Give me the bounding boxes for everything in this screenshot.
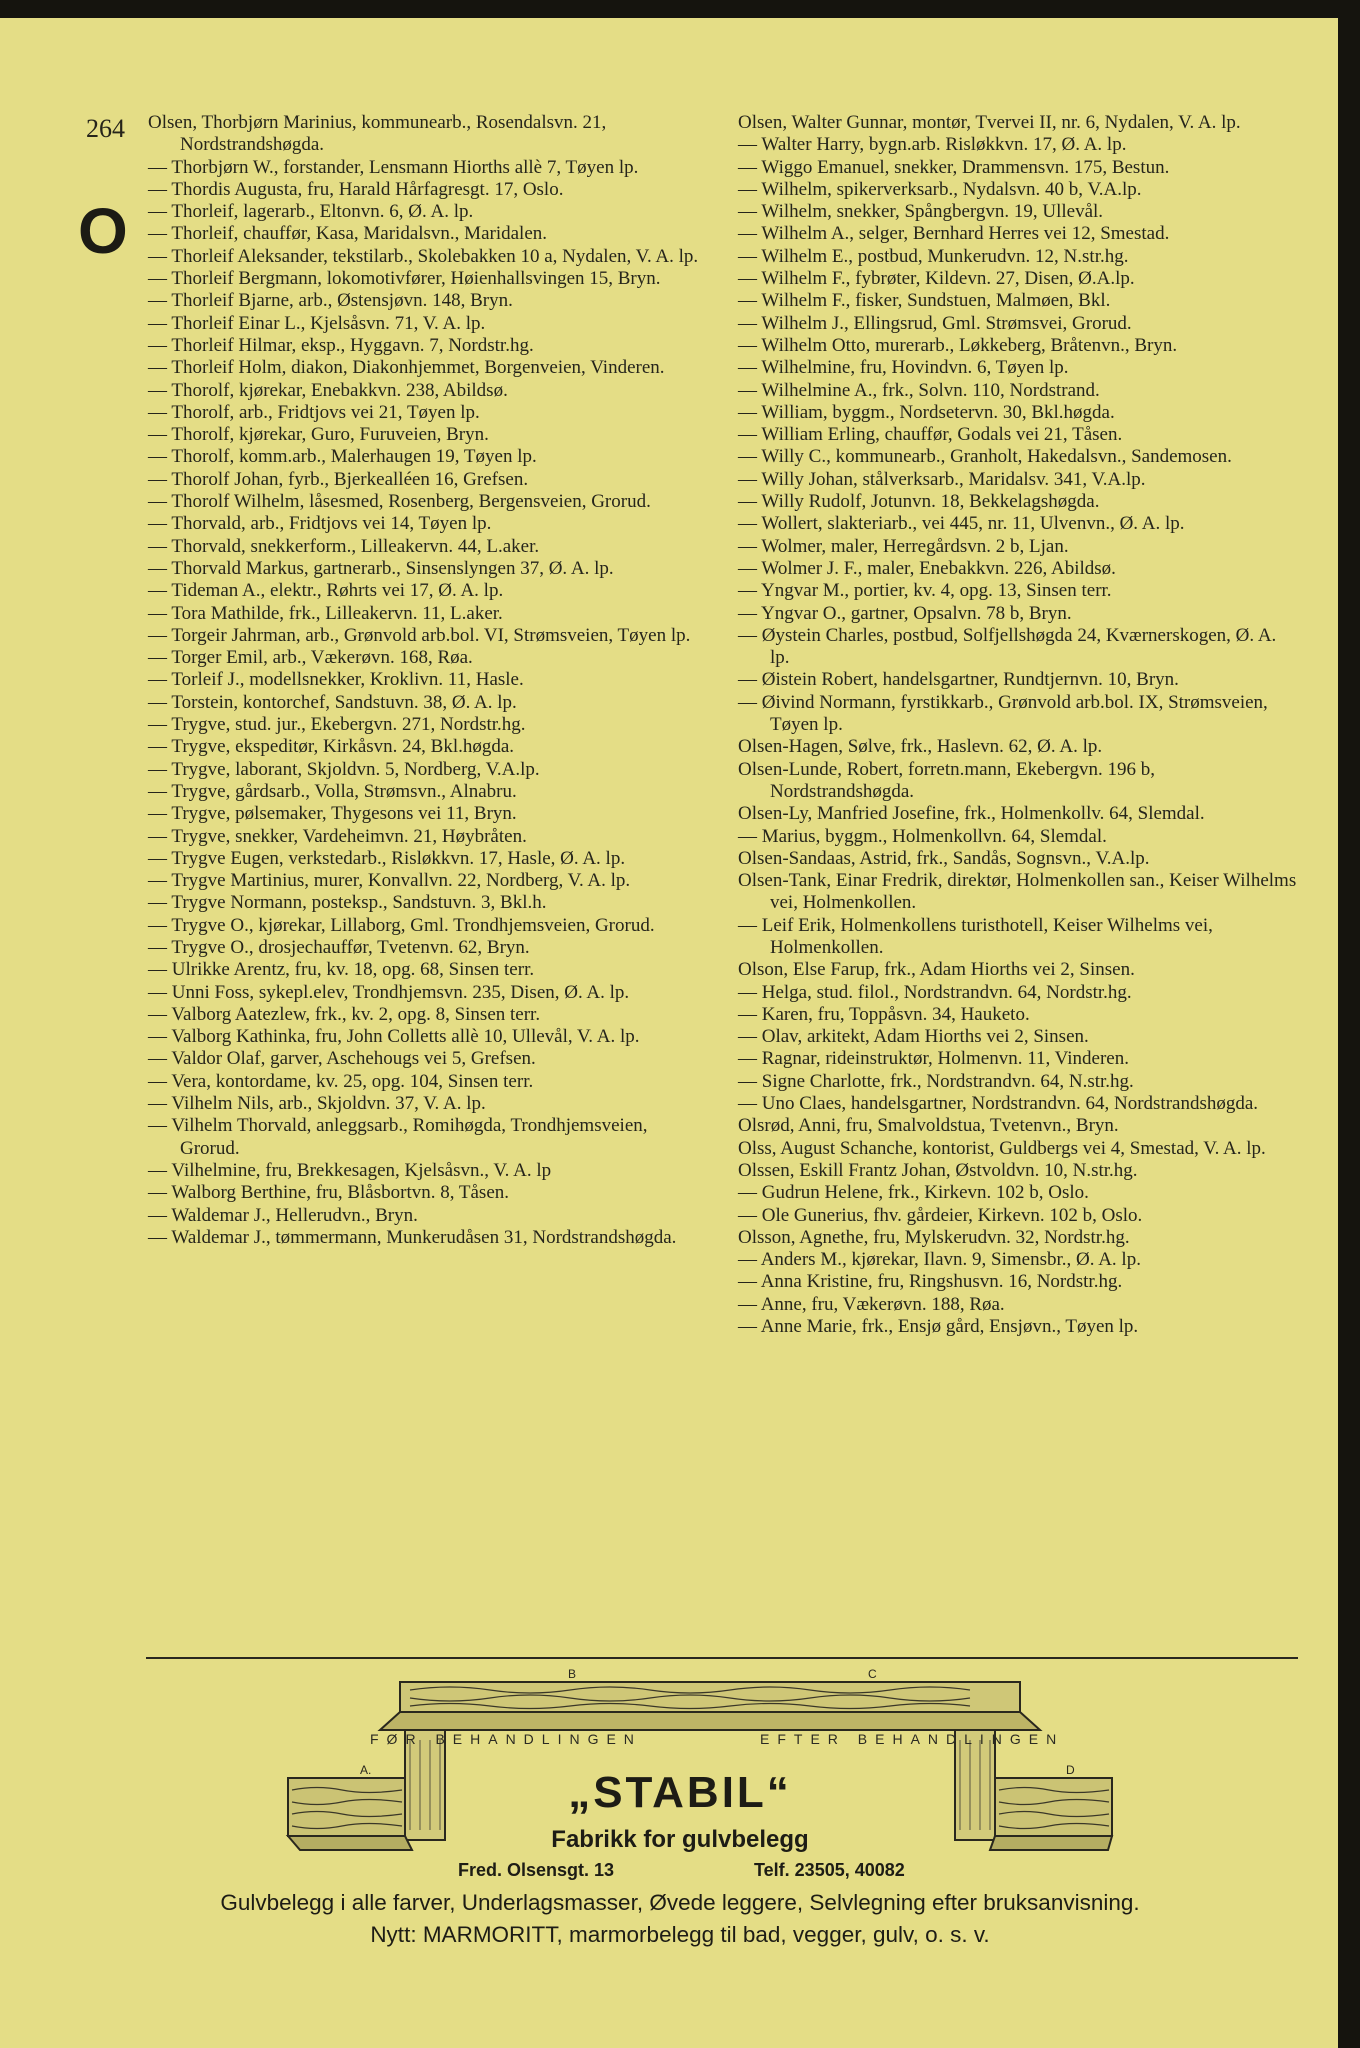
directory-entry: — Thorvald, snekkerform., Lilleakervn. 44, L.aker. [148,535,540,557]
left-column [148,112,708,1249]
directory-entry: — Thorolf, kjørekar, Enebakkvn. 238, Abildsø. [148,379,508,401]
directory-entry: — Willy Johan, stålverksarb., Maridalsv. 341, V.A.lp. [738,468,1146,490]
directory-entry: — Willy C., kommunearb., Granholt, Hakedalsvn., Sandemosen. [738,446,1232,468]
directory-entry: — Valborg Aatezlew, frk., kv. 2, opg. 8, Sinsen terr. [148,1003,541,1025]
directory-entry: — Thorvald Markus, gartnerarb., Sinsenslyngen 37, Ø. A. lp. [148,557,614,579]
marker-d: D [1066,1763,1075,1777]
marker-a: A. [360,1763,372,1777]
directory-entry: — Torger Emil, arb., Vækerøvn. 168, Røa. [148,647,473,669]
directory-entry: — Yngvar M., portier, kv. 4, opg. 13, Sinsen terr. [738,580,1112,602]
directory-entry: — Ulrikke Arentz, fru, kv. 18, opg. 68, Sinsen terr. [148,959,535,981]
directory-entry: Olsen, Walter Gunnar, montør, Tvervei II, nr. 6, Nydalen, V. A. lp. [738,112,1241,133]
directory-entry: Olss, August Schanche, kontorist, Guldbergs vei 4, Smestad, V. A. lp. [738,1137,1266,1159]
directory-entry: — Trygve, stud. jur., Ekebergvn. 271, Nordstr.hg. [148,714,526,736]
directory-entry: — Thorolf Johan, fyrb., Bjerkealléen 16, Grefsen. [148,468,529,490]
directory-entry: — Thorleif Bjarne, arb., Østensjøvn. 148, Bryn. [148,290,513,312]
before-treatment-label: FØR BEHANDLINGEN [370,1731,642,1747]
address-line [458,1860,1018,1881]
directory-entry: — Thorolf, komm.arb., Malerhaugen 19, Tøyen lp. [148,446,537,468]
directory-entry: — Thorleif Bergmann, lokomotivfører, Høienhallsvingen 15, Bryn. [148,268,661,290]
directory-entry: — Signe Charlotte, frk., Nordstrandvn. 64, N.str.hg. [738,1070,1134,1092]
directory-entry: Olsrød, Anni, fru, Smalvoldstua, Tvetenvn., Bryn. [738,1115,1119,1137]
brand-name: „STABIL“ [568,1768,792,1817]
directory-entry: — Valborg Kathinka, fru, John Colletts allè 10, Ullevål, V. A. lp. [148,1026,640,1048]
directory-entry: — Thorolf, kjørekar, Guro, Furuveien, Bryn. [148,424,489,446]
directory-entry: — Walborg Berthine, fru, Blåsbortvn. 8, Tåsen. [148,1182,509,1204]
directory-entry: — Anne, fru, Vækerøvn. 188, Røa. [738,1293,1005,1315]
directory-entry: — Anders M., kjørekar, Ilavn. 9, Simensbr., Ø. A. lp. [738,1249,1141,1271]
directory-entry: — Trygve O., drosjechauffør, Tvetenvn. 62, Bryn. [148,936,530,958]
directory-entry: — Wilhelm J., Ellingsrud, Gml. Strømsvei, Grorud. [738,312,1132,334]
directory-entry: — Thorbjørn W., forstander, Lensmann Hiorths allè 7, Tøyen lp. [148,156,639,178]
advertisement-divider [146,1657,1298,1659]
directory-entry: Olson, Else Farup, frk., Adam Hiorths vei 2, Sinsen. [738,959,1135,981]
directory-entry: — Uno Claes, handelsgartner, Nordstrandvn. 64, Nordstrandshøgda. [738,1093,1259,1115]
directory-entry: — Wilhelmine, fru, Hovindvn. 6, Tøyen lp. [738,357,1069,379]
directory-entry: — Wolmer J. F., maler, Enebakkvn. 226, Abildsø. [738,557,1116,579]
marker-c: C [868,1667,877,1681]
directory-entry: — Wilhelm A., selger, Bernhard Herres vei 12, Smestad. [738,223,1170,245]
directory-entry: — Valdor Olaf, garver, Aschehougs vei 5, Grefsen. [148,1048,536,1070]
directory-entry: — Gudrun Helene, frk., Kirkevn. 102 b, Oslo. [738,1182,1089,1204]
directory-entry: — Unni Foss, sykepl.elev, Trondhjemsvn. 235, Disen, Ø. A. lp. [148,981,630,1003]
directory-entry: — Leif Erik, Holmenkollens turisthotell, Keiser Wilhelms vei, Holmenkollen. [738,914,1213,958]
ad-new-product: Nytt: MARMORITT, marmorbelegg til bad, vegger, gulv, o. s. v. [370,1922,990,1947]
directory-entry: — Vilhelm Nils, arb., Skjoldvn. 37, V. A. lp. [148,1093,486,1115]
directory-entry: — William, byggm., Nordsetervn. 30, Bkl.høgda. [738,401,1115,423]
directory-entry: — Trygve, gårdsarb., Volla, Strømsvn., Alnabru. [148,780,517,802]
stabil-advertisement [0,1660,1360,2000]
directory-entry: — Wilhelm, snekker, Spångbergvn. 19, Ullevål. [738,201,1104,223]
section-letter: O [78,195,128,267]
directory-entry: — Torleif J., modellsnekker, Kroklivn. 11, Hasle. [148,669,524,691]
directory-entry: — Trygve, laborant, Skjoldvn. 5, Nordberg, V.A.lp. [148,758,540,780]
directory-entry: — Vilhelmine, fru, Brekkesagen, Kjelsåsvn., V. A. lp [148,1159,552,1181]
directory-entry: — Thorleif Holm, diakon, Diakonhjemmet, Borgenveien, Vinderen. [148,357,665,379]
directory-entry: Olsen, Thorbjørn Marinius, kommunearb., Rosendalsvn. 21, Nordstrandshøgda. [148,112,607,156]
directory-entry: — Thordis Augusta, fru, Harald Hårfagresgt. 17, Oslo. [148,178,564,200]
directory-entry: Olsen-Sandaas, Astrid, frk., Sandås, Sognsvn., V.A.lp. [738,847,1150,869]
directory-entry: — Øistein Robert, handelsgartner, Rundtjernvn. 10, Bryn. [738,669,1179,691]
ad-tagline: Gulvbelegg i alle farver, Underlagsmasser, Øvede leggere, Selvlegning efter bruksanvisning. [220,1890,1140,1915]
scan-border-top [0,0,1360,18]
directory-entry: Olsen-Tank, Einar Fredrik, direktør, Holmenkollen san., Keiser Wilhelms vei, Holmenkollen. [738,870,1297,914]
telephone: Telf. 23505, 40082 [754,1860,905,1880]
directory-entry: — Trygve Eugen, verkstedarb., Risløkkvn. 17, Hasle, Ø. A. lp. [148,847,626,869]
directory-entry: — Trygve O., kjørekar, Lillaborg, Gml. Trondhjemsveien, Grorud. [148,914,655,936]
directory-entry: Olsson, Agnethe, fru, Mylskerudvn. 32, Nordstr.hg. [738,1226,1130,1248]
directory-entry: — Trygve, pølsemaker, Thygesons vei 11, Bryn. [148,803,517,825]
directory-entry: — Waldemar J., Hellerudvn., Bryn. [148,1204,418,1226]
right-column [738,112,1298,1338]
directory-entry: — Wolmer, maler, Herregårdsvn. 2 b, Ljan. [738,535,1069,557]
directory-entry: — Anna Kristine, fru, Ringshusvn. 16, Nordstr.hg. [738,1271,1123,1293]
directory-entry: — Yngvar O., gartner, Opsalvn. 78 b, Bryn. [738,602,1072,624]
directory-entry: — Helga, stud. filol., Nordstrandvn. 64, Nordstr.hg. [738,981,1132,1003]
directory-entry: — Karen, fru, Toppåsvn. 34, Hauketo. [738,1003,1030,1025]
directory-entry: — Trygve Normann, posteksp., Sandstuvn. 3, Bkl.h. [148,892,547,914]
directory-entry: — Willy Rudolf, Jotunvn. 18, Bekkelagshøgda. [738,491,1100,513]
directory-entry: Olssen, Eskill Frantz Johan, Østvoldvn. 10, N.str.hg. [738,1159,1138,1181]
directory-entry: — Wilhelmine A., frk., Solvn. 110, Nordstrand. [738,379,1100,401]
directory-entry: — Wiggo Emanuel, snekker, Drammensvn. 175, Bestun. [738,156,1170,178]
directory-entry: — Wilhelm Otto, murerarb., Løkkeberg, Bråtenvn., Bryn. [738,334,1178,356]
directory-entry: — Marius, byggm., Holmenkollvn. 64, Slemdal. [738,825,1107,847]
directory-entry: — Ole Gunerius, fhv. gårdeier, Kirkevn. 102 b, Oslo. [738,1204,1143,1226]
marker-b: B [568,1667,577,1681]
directory-entry: — Wilhelm F., fybrøter, Kildevn. 27, Disen, Ø.A.lp. [738,268,1135,290]
directory-entry: — Waldemar J., tømmermann, Munkerudåsen 31, Nordstrandshøgda. [148,1226,677,1248]
directory-entry: — Anne Marie, frk., Ensjø gård, Ensjøvn., Tøyen lp. [738,1316,1139,1338]
directory-entry: — Thorleif Hilmar, eksp., Hyggavn. 7, Nordstr.hg. [148,334,534,356]
page-number: 264 [86,114,125,143]
directory-entry: — William Erling, chauffør, Godals vei 21, Tåsen. [738,424,1123,446]
directory-entry: — Thorleif Aleksander, tekstilarb., Skolebakken 10 a, Nydalen, V. A. lp. [148,245,699,267]
directory-entry: — Tora Mathilde, frk., Lilleakervn. 11, L.aker. [148,602,503,624]
directory-entry: — Vilhelm Thorvald, anleggsarb., Romihøgda, Trondhjemsveien, Grorud. [148,1115,648,1159]
street-address: Fred. Olsensgt. 13 [458,1860,615,1880]
directory-entry: — Thorvald, arb., Fridtjovs vei 14, Tøyen lp. [148,513,492,535]
directory-entry: — Walter Harry, bygn.arb. Risløkkvn. 17, Ø. A. lp. [738,134,1127,156]
directory-entry: — Tideman A., elektr., Røhrts vei 17, Ø. A. lp. [148,580,504,602]
directory-entry: — Thorolf, arb., Fridtjovs vei 21, Tøyen lp. [148,401,480,423]
brand-subtitle: Fabrikk for gulvbelegg [551,1826,809,1853]
directory-entry: — Trygve Martinius, murer, Konvallvn. 22, Nordberg, V. A. lp. [148,870,631,892]
directory-entry: — Wilhelm E., postbud, Munkerudvn. 12, N.str.hg. [738,245,1129,267]
directory-entry: — Wilhelm, spikerverksarb., Nydalsvn. 40 b, V.A.lp. [738,178,1142,200]
directory-entry: — Øystein Charles, postbud, Solfjellshøgda 24, Kværnerskogen, Ø. A. lp. [738,624,1277,669]
directory-entry: — Torstein, kontorchef, Sandstuvn. 38, Ø. A. lp. [148,691,517,713]
directory-entry: — Trygve, ekspeditør, Kirkåsvn. 24, Bkl.høgda. [148,736,515,758]
floor-beam-icon [380,1682,1040,1730]
directory-entry: — Trygve, snekker, Vardeheimvn. 21, Høybråten. [148,825,527,847]
directory-entry: — Torgeir Jahrman, arb., Grønvold arb.bol. VI, Strømsveien, Tøyen lp. [148,624,691,646]
directory-entry: — Vera, kontordame, kv. 25, opg. 104, Sinsen terr. [148,1070,534,1092]
after-treatment-label: EFTER BEHANDLINGEN [760,1731,1065,1747]
directory-entry: Olsen-Ly, Manfried Josefine, frk., Holmenkollv. 64, Slemdal. [738,803,1205,825]
directory-entry: — Thorleif Einar L., Kjelsåsvn. 71, V. A. lp. [148,312,486,334]
directory-entry: — Wilhelm F., fisker, Sundstuen, Malmøen, Bkl. [738,290,1111,312]
directory-entry: — Wollert, slakteriarb., vei 445, nr. 11, Ulvenvn., Ø. A. lp. [738,513,1185,535]
directory-entry: — Thorleif, chauffør, Kasa, Maridalsvn., Maridalen. [148,223,547,245]
directory-entry: — Olav, arkitekt, Adam Hiorths vei 2, Sinsen. [738,1026,1089,1048]
directory-entry: — Thorolf Wilhelm, låsesmed, Rosenberg, Bergensveien, Grorud. [148,491,651,513]
directory-entry: Olsen-Hagen, Sølve, frk., Haslevn. 62, Ø. A. lp. [738,736,1103,758]
directory-entry: — Ragnar, rideinstruktør, Holmenvn. 11, Vinderen. [738,1048,1129,1070]
directory-entry: Olsen-Lunde, Robert, forretn.mann, Ekebergvn. 196 b, Nordstrandshøgda. [738,758,1156,802]
directory-entry: — Øivind Normann, fyrstikkarb., Grønvold arb.bol. IX, Strømsveien, Tøyen lp. [738,691,1268,736]
directory-entry: — Thorleif, lagerarb., Eltonvn. 6, Ø. A. lp. [148,201,474,223]
